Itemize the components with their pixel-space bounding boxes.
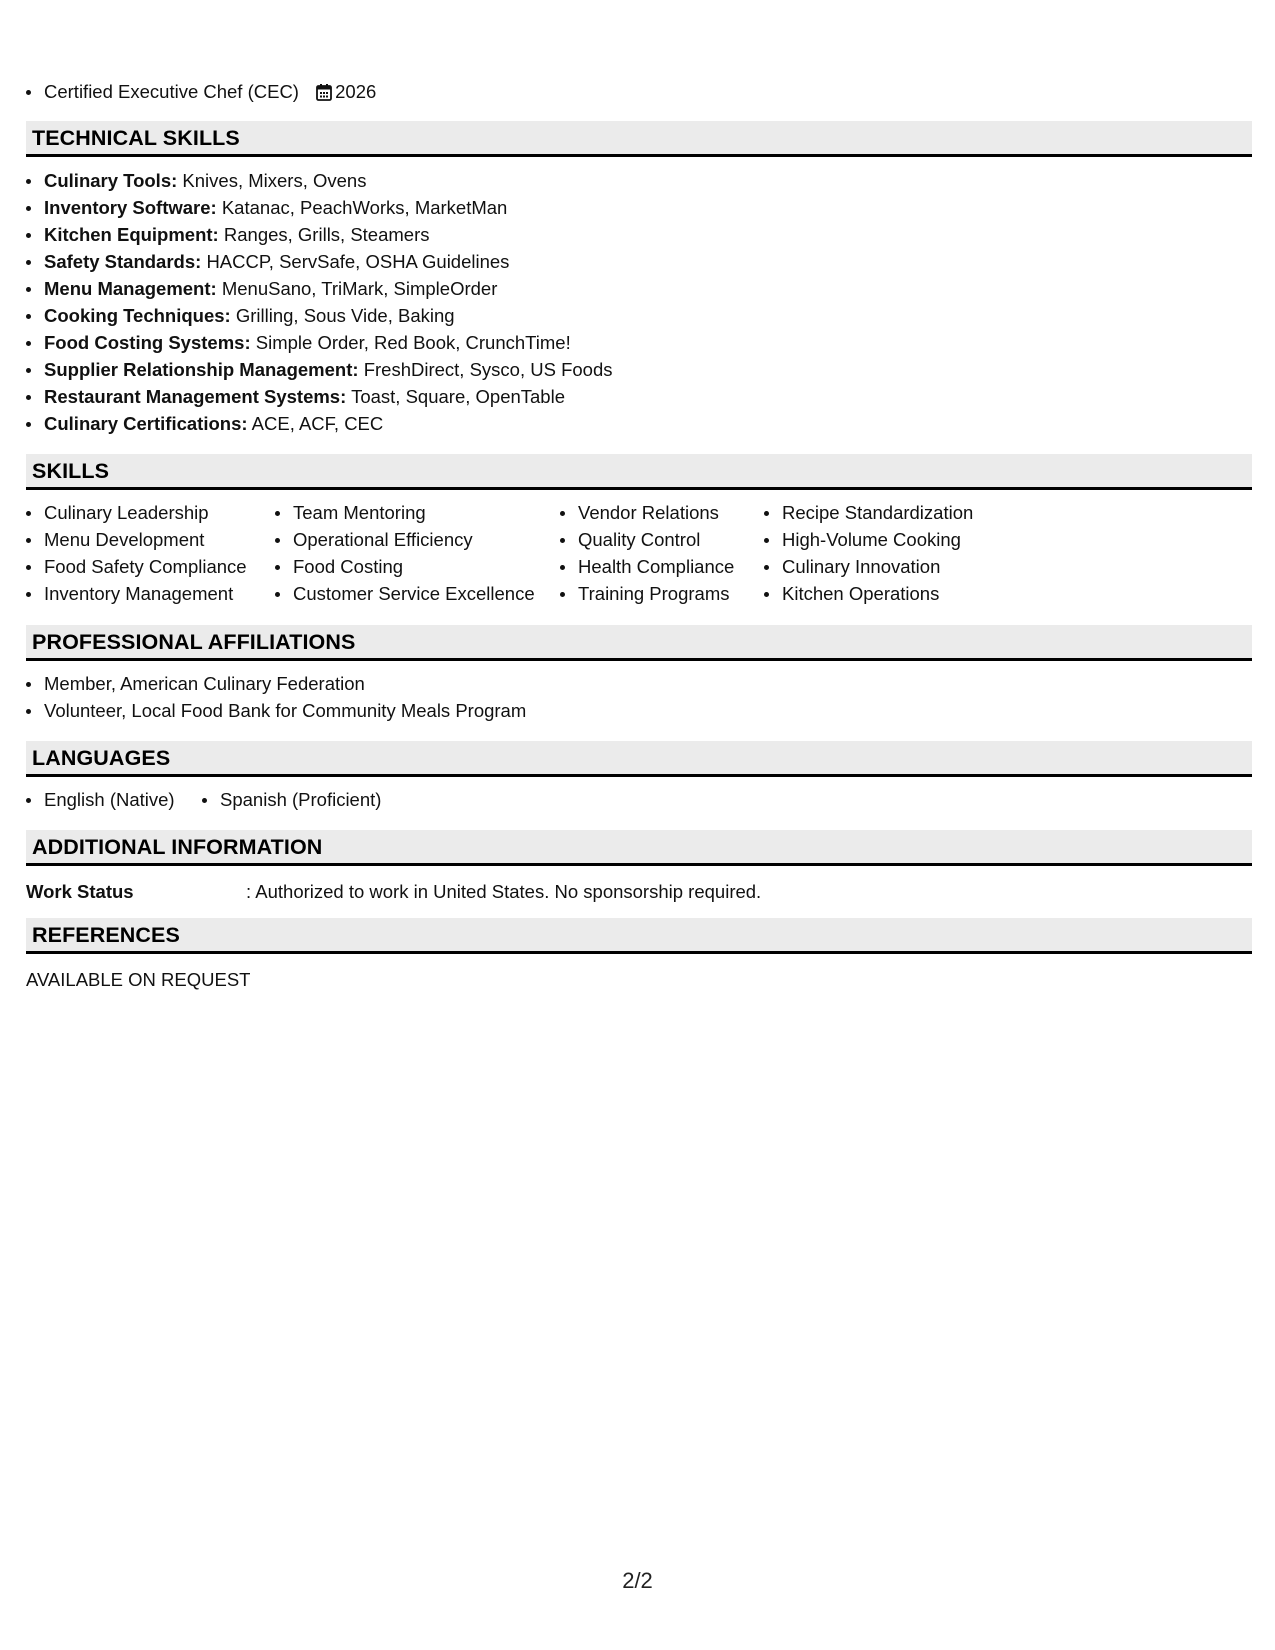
additional-info-heading [26, 830, 1252, 866]
affiliations-heading [26, 625, 1252, 661]
skill-label: Safety Standards: [44, 251, 202, 272]
skill-item: Health Compliance [560, 553, 734, 580]
skill-item: Vendor Relations [560, 499, 734, 526]
skills-column [275, 499, 535, 607]
languages-heading [26, 741, 1252, 777]
skill-label: Kitchen Equipment: [44, 224, 219, 245]
technical-skill-item [26, 302, 612, 329]
skill-label: Restaurant Management Systems: [44, 386, 347, 407]
additional-info-title: ADDITIONAL INFORMATION [32, 835, 323, 859]
technical-skills-list [26, 167, 612, 437]
technical-skill-item [26, 275, 612, 302]
skill-value: Katanac, PeachWorks, MarketMan [221, 197, 508, 218]
skill-label: Menu Management: [44, 278, 217, 299]
affiliation-item: Member, American Culinary Federation [26, 670, 526, 697]
references-text: AVAILABLE ON REQUEST [26, 969, 251, 990]
skill-label: Inventory Software: [44, 197, 217, 218]
technical-skills-title: TECHNICAL SKILLS [32, 126, 240, 150]
affiliation-item: Volunteer, Local Food Bank for Community Meals Program [26, 697, 526, 724]
skill-label: Food Costing Systems: [44, 332, 251, 353]
affiliations-list [26, 670, 526, 724]
technical-skills-heading [26, 121, 1252, 157]
references-heading [26, 918, 1252, 954]
references-title: REFERENCES [32, 923, 180, 947]
skill-label: Cooking Techniques: [44, 305, 231, 326]
certification-name: Certified Executive Chef (CEC) [44, 81, 299, 102]
skill-item: Culinary Leadership [26, 499, 247, 526]
technical-skill-item [26, 248, 612, 275]
skill-value: FreshDirect, Sysco, US Foods [363, 359, 613, 380]
work-status-value: : Authorized to work in United States. No sponsorship required. [246, 881, 762, 902]
skills-column [560, 499, 734, 607]
skill-item: Quality Control [560, 526, 734, 553]
skills-column [764, 499, 973, 607]
language-item: English (Native) [26, 786, 175, 813]
skill-item: Menu Development [26, 526, 247, 553]
skill-label: Culinary Certifications: [44, 413, 248, 434]
skill-value: Ranges, Grills, Steamers [223, 224, 430, 245]
skills-column [26, 499, 247, 607]
skill-item: Inventory Management [26, 580, 247, 607]
skill-item: Culinary Innovation [764, 553, 973, 580]
skill-value: Toast, Square, OpenTable [351, 386, 565, 407]
certification-list [26, 78, 376, 108]
skill-item: Recipe Standardization [764, 499, 973, 526]
language-item: Spanish (Proficient) [202, 786, 381, 813]
skill-item: Training Programs [560, 580, 734, 607]
technical-skill-item [26, 356, 612, 383]
calendar-icon [316, 81, 332, 108]
technical-skill-item [26, 221, 612, 248]
technical-skill-item [26, 410, 612, 437]
skill-item: High-Volume Cooking [764, 526, 973, 553]
skill-value: ACE, ACF, CEC [251, 413, 384, 434]
technical-skill-item [26, 383, 612, 410]
skill-item: Operational Efficiency [275, 526, 535, 553]
skill-value: Knives, Mixers, Ovens [182, 170, 367, 191]
certification-year: 2026 [335, 81, 377, 102]
skill-item: Food Costing [275, 553, 535, 580]
skill-value: Simple Order, Red Book, CrunchTime! [255, 332, 571, 353]
technical-skill-item [26, 329, 612, 356]
technical-skill-item [26, 194, 612, 221]
languages-title: LANGUAGES [32, 746, 171, 770]
skill-item: Customer Service Excellence [275, 580, 535, 607]
affiliations-title: PROFESSIONAL AFFILIATIONS [32, 630, 356, 654]
skill-item: Food Safety Compliance [26, 553, 247, 580]
skill-item: Kitchen Operations [764, 580, 973, 607]
technical-skill-item [26, 167, 612, 194]
skill-value: MenuSano, TriMark, SimpleOrder [221, 278, 498, 299]
work-status-label: Work Status [26, 881, 134, 902]
skills-title: SKILLS [32, 459, 110, 483]
skill-value: HACCP, ServSafe, OSHA Guidelines [206, 251, 510, 272]
certification-item [26, 78, 376, 108]
skill-value: Grilling, Sous Vide, Baking [235, 305, 455, 326]
skill-item: Team Mentoring [275, 499, 535, 526]
skill-label: Culinary Tools: [44, 170, 178, 191]
skill-label: Supplier Relationship Management: [44, 359, 359, 380]
skills-heading [26, 454, 1252, 490]
page-indicator: 2/2 [622, 1568, 653, 1593]
languages-list [26, 786, 626, 813]
